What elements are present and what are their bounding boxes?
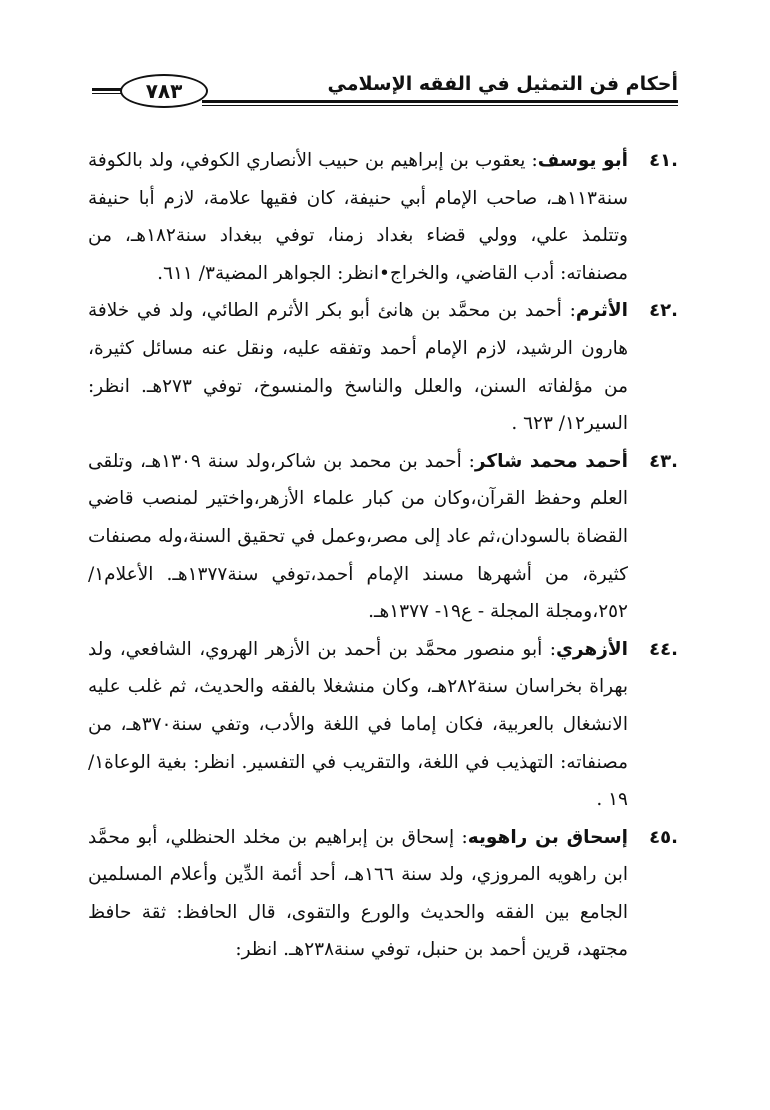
entry-name: إسحاق بن راهويه	[467, 826, 628, 848]
biography-list	[88, 142, 678, 969]
entry-name: أبو يوسف	[537, 150, 628, 171]
page-number: ٧٨٣	[120, 74, 208, 108]
biography-entry	[88, 443, 678, 631]
header-rule-left	[92, 88, 122, 94]
entry-number: .٤٢	[649, 300, 678, 322]
entry-name: الأثرم	[575, 300, 628, 322]
entry-text: : أحمد بن محمد بن شاكر،ولد سنة ١٣٠٩هـ، وتلقى العلم وحفظ القرآن،وكان من كبار علماء الأزهر،واختير لمنصب قاضي القضاة بالسودان،ثم عاد إلى مصر،وعمل في تحقيق السنة،وله مصنفات كثيرة، من أشهرها مسند الإمام أحمد،توفي سنة١٣٧٧هـ. الأعلام١/ ٢٥٢،ومجلة المجلة - ع١٩- ١٣٧٧هـ.	[88, 450, 628, 623]
biography-entry	[88, 819, 678, 969]
entry-text: : أحمد بن محمَّد بن هانئ أبو بكر الأثرم الطائي، ولد في خلافة هارون الرشيد، لازم الإمام أحمد وتفقه عليه، ونقل عنه مسائل كثيرة، من مؤلفاته السنن، والعلل والناسخ والمنسوخ، توفي ٢٧٣هـ. انظر: السير١٢/ ٦٢٣ .	[88, 300, 628, 435]
entry-number: .٤٥	[649, 826, 678, 848]
biography-entry	[88, 631, 678, 819]
entry-text: : إسحاق بن إبراهيم بن مخلد الحنظلي، أبو محمَّد ابن راهويه المروزي، ولد سنة ١٦٦هـ، أحد أئمة الدِّين وأعلام المسلمين الجامع بين الفقه والحديث والورع والتقوى، قال الحافظ: ثقة حافظ مجتهد، قرين أحمد بن حنبل، توفي سنة٢٣٨هـ. انظر:	[88, 826, 629, 961]
entry-number: .٤٣	[649, 450, 678, 472]
biography-entry	[88, 292, 678, 442]
entry-name: الأزهري	[555, 638, 628, 660]
header-rule-right	[202, 100, 678, 106]
entry-number: .٤١	[649, 150, 678, 171]
running-header	[92, 70, 678, 112]
entry-number: .٤٤	[649, 638, 678, 660]
entry-text: : أبو منصور محمَّد بن أحمد بن الأزهر الهروي، الشافعي، ولد بهراة بخراسان سنة٢٨٢هـ، وكان منشغلا بالفقه والحديث، ثم غلب عليه الانشغال بالعربية، فكان إماما في اللغة والأدب، وتفي سنة٣٧٠هـ، من مصنفاته: التهذيب في اللغة، والتقريب في التفسير. انظر: بغية الوعاة١/ ١٩ .	[88, 638, 629, 811]
entry-name: أحمد محمد شاكر	[474, 450, 628, 472]
biography-entry	[88, 142, 678, 292]
entry-text: : يعقوب بن إبراهيم بن حبيب الأنصاري الكوفي، ولد بالكوفة سنة١١٣هـ، صاحب الإمام أبي حنيفة، كان فقيها علامة، لازم أبا حنيفة وتتلمذ علي، وولي قضاء بغداد زمنا، توفي ببغداد سنة١٨٢هـ، من مصنفاته: أدب القاضي، والخراج•انظر: الجواهر المضية٣/ ٦١١.	[88, 150, 628, 284]
book-title: أحكام فن التمثيل في الفقه الإسلامي	[327, 73, 678, 95]
